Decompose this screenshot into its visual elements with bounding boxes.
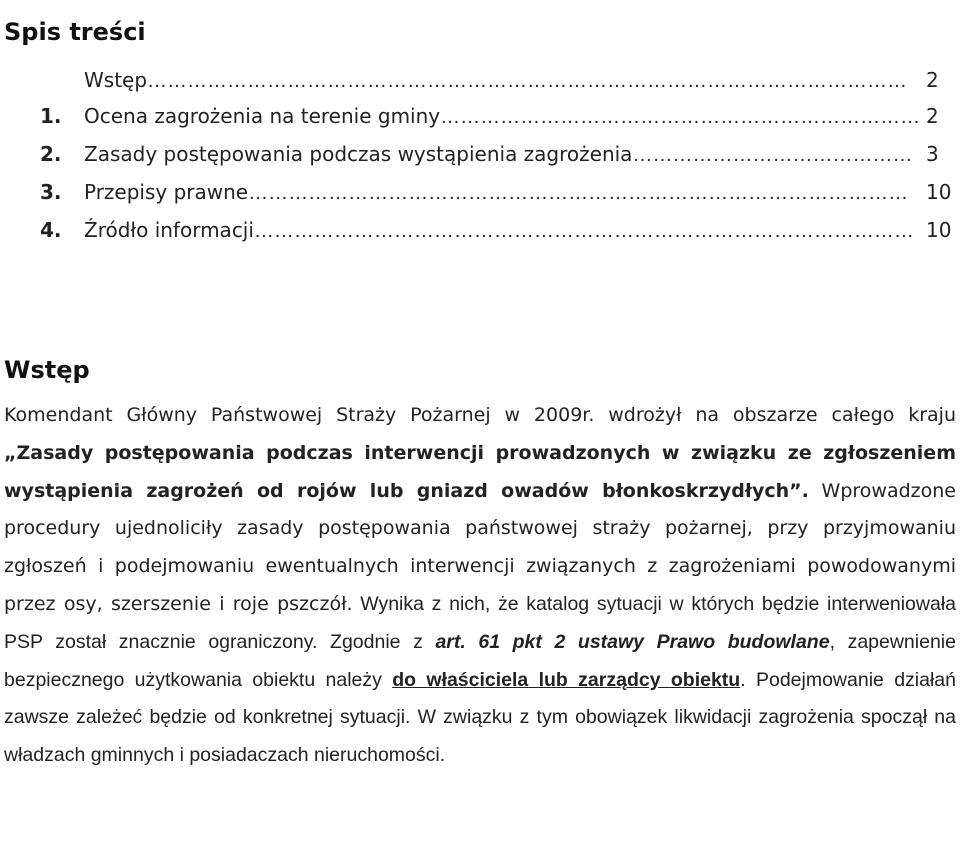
toc-entry-title: Przepisy prawne……………………………………………………………………………………… <box>84 180 909 204</box>
toc-entry-page: 2 <box>926 104 939 128</box>
paragraph-law-reference: art. 61 pkt 2 ustawy Prawo budowlane <box>435 630 830 653</box>
toc-entry[interactable] <box>0 98 960 134</box>
body-paragraph <box>4 397 956 775</box>
toc-entry-number: 1. <box>40 104 62 128</box>
paragraph-underlined-owner: do właściciela lub zarządcy obiektu <box>392 668 741 691</box>
toc-entry-dots: …………………………………………………………………………………………………… <box>147 70 908 92</box>
toc-entry-title: Zasady postępowania podczas wystąpienia zagrożenia…………………………………… <box>84 142 913 166</box>
toc-entry-number: 2. <box>40 142 62 166</box>
toc-entry[interactable] <box>0 212 960 248</box>
section-heading: Wstęp <box>4 355 90 384</box>
toc-entry[interactable] <box>0 136 960 172</box>
toc-entry-page: 10 <box>926 180 952 204</box>
paragraph-text-2: Wprowadzone procedury ujednoliciły zasady postępowania państwowej straży pożarnej, przy przyjmowaniu zgłoszeń i podejmowaniu ewentualnych interwencji związanych z zagrożeniami powodowanymi przez osy, szerszenie i roje pszczół. <box>4 479 956 615</box>
toc-entry-page: 10 <box>926 218 952 242</box>
toc-entry-number: 3. <box>40 180 62 204</box>
toc-entry[interactable] <box>0 62 960 98</box>
toc-heading: Spis treści <box>4 18 146 47</box>
toc-entry[interactable] <box>0 174 960 210</box>
toc-entry-page: 3 <box>926 142 939 166</box>
paragraph-text-5: . Podejmowanie działań zawsze zależeć będzie od konkretnej sytuacji. W związku z tym obowiązek likwidacji zagrożenia spoczął na władzach gminnych i posiadaczach nieruchomości. <box>4 668 956 767</box>
toc-entry-dots: ……………………………………………………………………………………… <box>253 220 914 242</box>
toc-entry-title: Wstęp…………………………………………………………………………………………………… <box>84 68 908 92</box>
paragraph-text-1: Komendant Główny Państwowej Straży Pożarnej w 2009r. wdrożył na obszarze całego kraju <box>4 404 956 426</box>
toc-entry-page: 2 <box>926 68 939 92</box>
toc-entry-title: Ocena zagrożenia na terenie gminy……………………………………………………………… <box>84 104 921 128</box>
toc-entry-title: Źródło informacji……………………………………………………………………………………… <box>84 218 914 242</box>
paragraph-text-4: , zapewnienie bezpiecznego użytkowania obiektu należy <box>4 630 956 691</box>
paragraph-text-3: Wynika z nich, że katalog sytuacji w których będzie interweniowała PSP został znacznie ograniczony. Zgodnie z <box>4 592 956 653</box>
toc-entry-dots: ……………………………………………………………… <box>440 106 921 128</box>
toc-entry-dots: ……………………………………………………………………………………… <box>248 182 909 204</box>
toc-entry-number: 4. <box>40 218 62 242</box>
toc-entry-dots: …………………………………… <box>632 144 913 166</box>
paragraph-bold-title: „Zasady postępowania podczas interwencji prowadzonych w związku ze zgłoszeniem wystąpienia zagrożeń od rojów lub gniazd owadów błonkoskrzydłych”. <box>4 441 956 502</box>
